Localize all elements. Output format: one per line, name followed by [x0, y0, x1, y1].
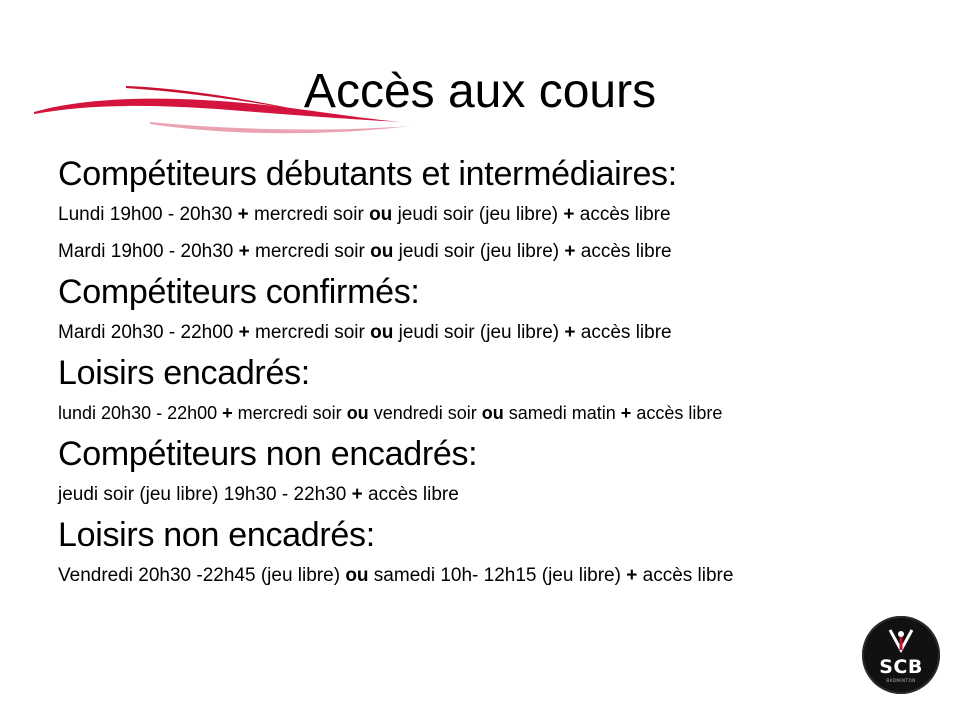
schedule-line	[58, 314, 938, 351]
schedule-content	[58, 152, 938, 594]
section-heading: Loisirs non encadrés:	[58, 516, 375, 554]
schedule-text: Lundi 19h00 - 20h30	[58, 204, 238, 225]
schedule-text: jeudi soir (jeu libre) 19h30 - 22h30	[58, 484, 352, 505]
schedule-text: samedi 10h- 12h15 (jeu libre)	[368, 565, 627, 586]
swoosh-stroke-lower	[150, 122, 410, 133]
schedule-connector: +	[620, 403, 632, 423]
schedule-text: Vendredi 20h30 -22h45 (jeu libre)	[58, 565, 346, 586]
schedule-connector: +	[351, 484, 363, 505]
logo-subtext: BADMINTON	[886, 678, 916, 683]
schedule-line	[58, 196, 938, 233]
schedule-text: mercredi soir	[249, 241, 371, 262]
schedule-connector: +	[238, 241, 250, 262]
schedule-text: lundi 20h30 - 22h00	[58, 403, 223, 423]
section-heading: Compétiteurs débutants et intermédiaires:	[58, 155, 677, 193]
schedule-text: mercredi soir	[232, 403, 347, 423]
schedule-connector: +	[564, 241, 576, 262]
schedule-connector: ou	[345, 565, 369, 586]
schedule-text: accès libre	[637, 565, 734, 586]
schedule-connector: +	[238, 322, 250, 343]
schedule-line	[58, 557, 938, 594]
schedule-text: vendredi soir	[368, 403, 482, 423]
schedule-connector: ou	[369, 204, 393, 225]
schedule-text: accès libre	[575, 322, 672, 343]
schedule-connector: +	[563, 204, 575, 225]
schedule-text: Mardi 19h00 - 20h30	[58, 241, 239, 262]
schedule-connector: +	[237, 204, 249, 225]
schedule-text: Mardi 20h30 - 22h00	[58, 322, 239, 343]
slide-title: Accès aux cours	[303, 65, 657, 118]
schedule-line	[58, 395, 938, 432]
section-heading: Compétiteurs non encadrés:	[58, 435, 478, 473]
schedule-text: jeudi soir (jeu libre)	[392, 204, 564, 225]
schedule-connector: ou	[370, 241, 394, 262]
schedule-connector: +	[222, 403, 233, 423]
schedule-text: accès libre	[631, 403, 723, 423]
club-logo	[862, 616, 940, 694]
section-heading: Compétiteurs confirmés:	[58, 273, 420, 311]
schedule-text: accès libre	[574, 204, 671, 225]
schedule-text: jeudi soir (jeu libre)	[393, 322, 565, 343]
schedule-text: mercredi soir	[248, 204, 370, 225]
schedule-connector: ou	[346, 403, 369, 423]
shuttlecock-emblem-icon	[886, 626, 916, 654]
schedule-text: accès libre	[362, 484, 459, 505]
section-heading: Loisirs encadrés:	[58, 354, 310, 392]
schedule-text: mercredi soir	[249, 322, 371, 343]
schedule-text: accès libre	[575, 241, 672, 262]
logo-text: SCB	[879, 656, 923, 678]
schedule-line	[58, 233, 938, 270]
schedule-connector: +	[626, 565, 638, 586]
schedule-connector: +	[564, 322, 576, 343]
schedule-connector: ou	[481, 403, 504, 423]
schedule-connector: ou	[370, 322, 394, 343]
schedule-text: jeudi soir (jeu libre)	[393, 241, 565, 262]
schedule-line	[58, 476, 938, 513]
schedule-text: samedi matin	[503, 403, 621, 423]
